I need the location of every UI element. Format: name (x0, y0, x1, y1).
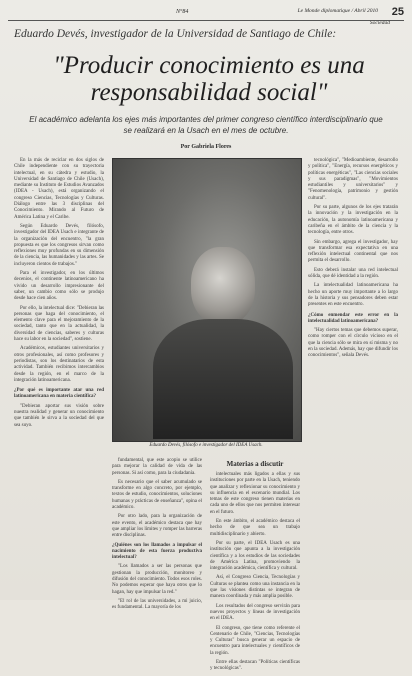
portrait-body (153, 319, 293, 439)
column-3 (210, 472, 300, 676)
paragraph: Esto deberá instalar una red intelectual sólida, que dé identidad a la región. (308, 267, 398, 280)
interview-question: ¿Por qué es importante atar una red latinoamericana en materia científica? (14, 388, 104, 400)
column-2 (112, 458, 202, 615)
paragraph: Por ello, la intelectual dice: "Debieran las personas que haga del conocimiento, el elemento clave para el mejoramiento de la sociedad, tanto que en la actualidad, la diversidad de ciencias, saberes y culturas hace su labor en la sociedad", sostiene. (14, 305, 104, 343)
publication-name: Le Monde diplomatique / Abril 2010 (297, 8, 378, 14)
paragraph: Así, el Congreso Ciencia, Tecnologías y Culturas se plantea como una instancia en la que las visiones distintas se integran de manera coordinada y más amplia posible. (210, 575, 300, 600)
page-number: 25 (391, 6, 404, 18)
paragraph: Por su parte, el IDEA Usach es una institución que apunta a la investigación científica y a los estudios de las sociedades de América Latina, promoviendo la integración académica, científica y cultural. (210, 540, 300, 572)
article-title: "Producir conocimiento es una responsabilidad social" (53, 52, 365, 106)
header-rule (8, 20, 404, 21)
paragraph: Según Eduardo Devés, filósofo, investigador del IDEA Usach e integrante de la organización del encuentro, "la gran propuesta es que los congresos sirvan como reflexiones muy profundas en su dimensión de la ciencia, las humanidades y las artes. Se incluyeron cientos de trabajos." (14, 223, 104, 267)
paragraph: Los resultados del congreso servirán para nuevos proyectos y líneas de investigación en el IDEA. (210, 603, 300, 622)
photo-caption: Eduardo Devés, filósofo e investigador del IDEA Usach. (149, 443, 263, 448)
page-header (8, 6, 404, 26)
paragraph: Es necesario que el saber acumulado se transforme en algo concreto, por ejemplo, textos de estudio, conocimientos, soluciones humanas y prácticas de enseñanza", opina el académico. (112, 479, 202, 511)
paragraph: Sin embargo, agrega el investigador, hay que transformar esa expectativa en una reflexión intelectual continental que nos permita el desarrollo. (308, 239, 398, 264)
paragraph: En la más de reciclar en dos siglos de Chile independiente con su trayectoria intelectual, en su cátedra y estudio, la Universidad de Santiago de Chile (Usach), mediante su Instituto de Estudios Avanzados (IDEA - Usach), está organizando el congreso Ciencias, Tecnologías y Culturas. Diálogo entre las 3 disciplinas del Conocimiento. Mirando al Futuro de América Latina y el Caribe. (14, 158, 104, 220)
interview-question: ¿Quiénes son los llamados a impulsar el nacimiento de esta fuerza productiva intelectual? (112, 542, 202, 561)
paragraph: "Los llamados a ser las personas que gestionan la producción, monitoreo y difusión del conocimiento. Todos esos roles. No podemos esperar que haya otros que lo hagan, hay que impulsar la red." (112, 564, 202, 595)
paragraph: tecnológica", "Medioambiente, desarrollo y política", "Energía, recursos energéticos y políticas energéticas", "Las ciencias sociales y sus paradigmas", "Movimientos estudiantiles y universitarios" y "Fenomenología, patrimonio y gestión cultural". (308, 158, 398, 201)
column-4 (308, 158, 398, 363)
article-body (14, 158, 400, 672)
portrait-face (191, 247, 255, 325)
paragraph: La intelectualidad latinoamericana ha hecho un aporte muy importante a lo largo de la historia y sus pensadores deben estar presentes en este encuentro. (308, 283, 398, 308)
section-subhead: Materias a discutir (226, 460, 284, 468)
issue-number: N°84 (176, 9, 189, 15)
paragraph: Por su parte, algunos de los ejes tratarán la innovación y la investigación en la educación, la autonomía latinoamericana y caribeña en el ámbito de la ciencia y la tecnología, entre otros. (308, 205, 398, 236)
article-deck: El académico adelanta los ejes más importantes del primer congreso científico interdisciplinario que se realizará en la Usach en el mes de octubre. (29, 115, 383, 135)
paragraph: "Hay ciertos temas que debemos superar, como romper con el círculo vicioso en el que la ciencia sólo se mira en sí misma y no en la sociedad. Además, hay que difundir los conocimientos", señala Devés. (308, 328, 398, 359)
interview-question: ¿Cómo enmendar este error en la intelectualidad latinoamericana? (308, 312, 398, 324)
paragraph: Académicos, estudiantes universitarios y otros profesionales, así como profesores y periodistas, son los destinatarios de esta actividad. También recibimos intercambios desde la región, en el marco de la integración latinoamericana. (14, 346, 104, 383)
paragraph: Entre ellas destacan "Políticas científicas y tecnológicas". (210, 660, 300, 672)
byline: Por Gabriela Flores (180, 144, 232, 150)
section-label: Sociedad (369, 20, 390, 26)
paragraph: En este ámbito, el académico destaca el hecho de que sea un trabajo multidisciplinario y abierto. (210, 519, 300, 537)
portrait-photo (112, 158, 302, 442)
paragraph: El congreso, que tiene como referente el Centenario de Chile, "Ciencias, Tecnologías y Culturas" busca generar un espacio de encuentro para intelectuales y científicos de la región. (210, 625, 300, 656)
paragraph: "Debieran aportar sus visión sobre nuestra realidad y generar un conocimiento que también le sirva a la sociedad del que sea suyo. (14, 403, 104, 428)
article-kicker: Eduardo Devés, investigador de la Universidad de Santiago de Chile: (14, 28, 337, 40)
column-1 (14, 158, 104, 432)
paragraph: Para el investigador, en los últimos decenios, el continente latinoamericano ha vivido un desarrollo impresionante del saber, un cambio como sólo se produjo desde hace cien años. (14, 271, 104, 302)
paragraph: Por otro lado, para la organización de este evento, el académico destaca que hay que ampliar los límites y romper las barreras entre disciplinas. (112, 514, 202, 539)
paragraph: fundamental, que este acopio se utilice para mejorar la calidad de vida de las personas. Si así como, para la ciudadanía. (112, 458, 202, 476)
paragraph: "El rol de las universidades, a mi juicio, es fundamental. La mayoría de los (112, 598, 202, 611)
paragraph: intelectuales más ligados a ellas y sus instituciones por parte en la Usach, teniendo que analizar y reflexionar su conocimiento y su influencia en el escenario mundial. Los temas de este congreso tienen materias en cada uno de ellos que nos permiten interesar en el futuro. (210, 472, 300, 515)
